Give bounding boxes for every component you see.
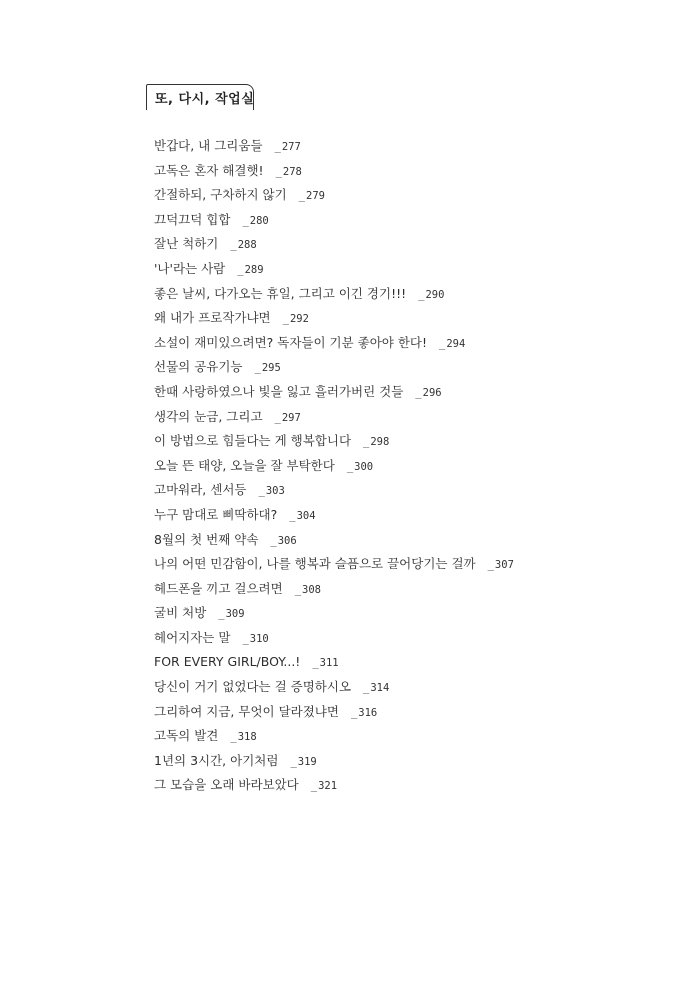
toc-entry-title: 이 방법으로 힘들다는 게 행복합니다	[154, 433, 352, 449]
toc-entry[interactable]	[154, 405, 514, 430]
toc-entry-page-number: _ 279	[299, 190, 325, 202]
toc-entry-title: 헤어지자는 말	[154, 629, 231, 645]
toc-entry-title: 굴비 처방	[154, 605, 207, 621]
toc-entry[interactable]	[154, 773, 514, 798]
toc-entry-title: 생각의 눈금, 그리고	[154, 408, 263, 424]
toc-entry[interactable]	[154, 454, 514, 479]
toc-entry[interactable]	[154, 282, 514, 307]
toc-entry-page-number: _ 297	[275, 412, 301, 424]
toc-entry[interactable]	[154, 478, 514, 503]
toc-entry[interactable]	[154, 159, 514, 184]
toc-entry[interactable]	[154, 355, 514, 380]
toc-entry-page-number: _ 280	[242, 215, 268, 227]
section-title: 또, 다시, 작업실	[155, 92, 255, 107]
toc-entry[interactable]	[154, 650, 514, 675]
toc-entry[interactable]	[154, 134, 514, 159]
toc-entry-title: 그리하여 지금, 무엇이 달라졌냐면	[154, 703, 339, 719]
toc-entry-title: 한때 사랑하였으나 빛을 잃고 흘러가버린 것들	[154, 383, 404, 399]
toc-entry[interactable]	[154, 601, 514, 626]
toc-entry-title: 끄덕끄덕 힙합	[154, 211, 231, 227]
toc-entry-page-number: _ 318	[230, 731, 256, 743]
toc-entry-title: '나'라는 사람	[154, 260, 226, 276]
toc-entry-title: 나의 어떤 민감함이, 나를 행복과 슬픔으로 끌어당기는 걸까	[154, 556, 476, 572]
toc-entry-title: 고독의 발견	[154, 728, 219, 744]
toc-entry[interactable]	[154, 626, 514, 651]
toc-entry-title: 왜 내가 프로작가냐면	[154, 310, 271, 326]
toc-entry-page-number: _ 295	[255, 362, 281, 374]
toc-entry-page-number: _ 294	[439, 338, 465, 350]
toc-entry[interactable]	[154, 306, 514, 331]
toc-entry-title: 8월의 첫 번째 약속	[154, 531, 259, 547]
toc-entry[interactable]	[154, 749, 514, 774]
toc-entry-page-number: _ 310	[242, 633, 268, 645]
toc-entry-title: 헤드폰을 끼고 걸으려면	[154, 580, 283, 596]
toc-entry-title: 고독은 혼자 해결햇!	[154, 162, 264, 178]
toc-entry-page-number: _ 308	[295, 584, 321, 596]
toc-entry[interactable]	[154, 183, 514, 208]
section-tab	[146, 84, 254, 110]
toc-entry[interactable]	[154, 700, 514, 725]
toc-entry-page-number: _ 289	[237, 264, 263, 276]
toc-entry-title: 그 모습을 오래 바라보았다	[154, 777, 299, 793]
toc-entry[interactable]	[154, 528, 514, 553]
toc-entry[interactable]	[154, 380, 514, 405]
toc-entry-page-number: _ 277	[275, 141, 301, 153]
toc-entry[interactable]	[154, 208, 514, 233]
toc-entry-page-number: _ 304	[289, 510, 315, 522]
toc-entry-title: 선물의 공유기능	[154, 359, 243, 375]
toc-entry-page-number: _ 316	[351, 707, 377, 719]
toc-entry[interactable]	[154, 232, 514, 257]
toc-entry-page-number: _ 303	[258, 485, 284, 497]
toc-entry-title: 잘난 척하기	[154, 236, 219, 252]
toc-entry-title: 오늘 뜬 태양, 오늘을 잘 부탁한다	[154, 457, 335, 473]
toc-entry-title: FOR EVERY GIRL/BOY...!	[154, 654, 301, 670]
toc-entry-title: 소설이 재미있으려면? 독자들이 기분 좋아야 한다!	[154, 334, 428, 350]
toc-entry-page-number: _ 309	[218, 608, 244, 620]
toc-entry[interactable]	[154, 331, 514, 356]
toc-entry-page-number: _ 314	[363, 682, 389, 694]
toc-entry-page-number: _ 278	[276, 166, 302, 178]
toc-entry-page-number: _ 290	[418, 289, 444, 301]
toc-entry-title: 반갑다, 내 그리움들	[154, 138, 263, 153]
toc-entry-title: 누구 맘대로 삐딱하대?	[154, 506, 278, 522]
toc-entry[interactable]	[154, 724, 514, 749]
toc-entry-title: 1년의 3시간, 아기처럼	[154, 752, 279, 768]
toc-entry-title: 당신이 거기 없었다는 걸 증명하시오	[154, 679, 352, 695]
toc-entry-page-number: _ 321	[311, 780, 337, 792]
toc-entry-page-number: _ 292	[283, 313, 309, 325]
toc-entry-page-number: _ 319	[290, 756, 316, 768]
toc-entry[interactable]	[154, 577, 514, 602]
toc-entry-title: 고마워라, 센서등	[154, 482, 247, 498]
toc-entry-page-number: _ 306	[270, 535, 296, 547]
toc-entry-page-number: _ 300	[347, 461, 373, 473]
table-of-contents	[154, 134, 514, 798]
toc-entry[interactable]	[154, 552, 514, 577]
toc-entry-title: 좋은 날씨, 다가오는 휴일, 그리고 이긴 경기!!!	[154, 285, 407, 301]
toc-entry-title: 간절하되, 구차하지 않기	[154, 187, 287, 203]
toc-entry[interactable]	[154, 257, 514, 282]
toc-entry-page-number: _ 307	[488, 559, 514, 571]
toc-entry-page-number: _ 298	[363, 436, 389, 448]
toc-entry-page-number: _ 288	[230, 239, 256, 251]
toc-entry[interactable]	[154, 503, 514, 528]
toc-entry-page-number: _ 296	[415, 387, 441, 399]
toc-entry-page-number: _ 311	[312, 657, 338, 669]
toc-entry[interactable]	[154, 429, 514, 454]
toc-entry[interactable]	[154, 675, 514, 700]
